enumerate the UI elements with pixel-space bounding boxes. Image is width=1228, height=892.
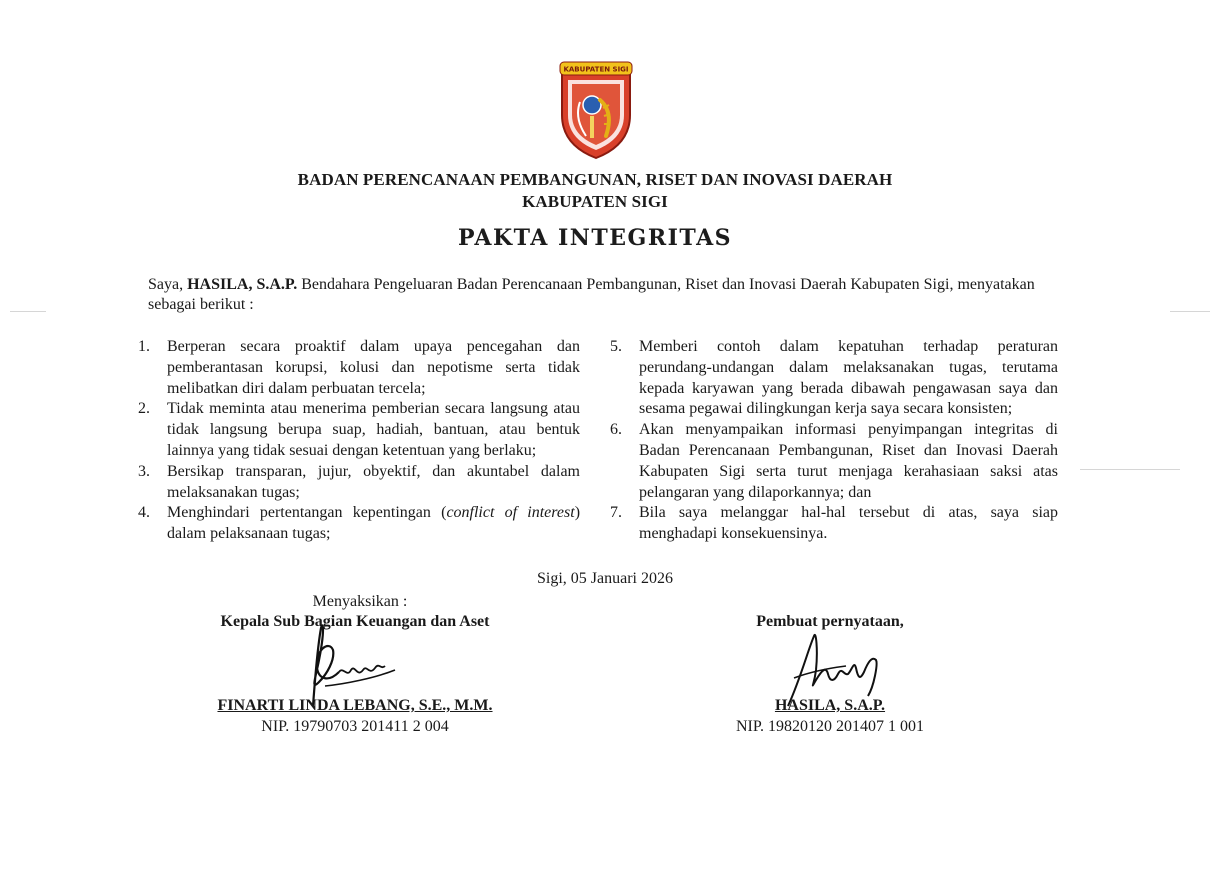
item-text: Memberi contoh dalam kepatuhan terhadap peraturan perundang-undangan dalam melaksanakan tugas, terutama kepada karyawan yang berada dibawah pengawasan saya dan sesama pegawai dilingkungan kerja saya secara konsisten; — [639, 338, 1058, 418]
statements-left-column — [138, 337, 580, 545]
witness-name: FINARTI LINDA LEBANG, S.E., M.M. — [217, 697, 493, 714]
declarant-name-inline: HASILA, S.A.P. — [187, 276, 298, 293]
list-item — [610, 503, 1058, 545]
item-number: 7. — [610, 504, 622, 522]
org-name-line2: KABUPATEN SIGI — [522, 192, 668, 211]
scan-artifact-line — [10, 311, 46, 312]
item-number: 6. — [610, 421, 622, 439]
item-text: Tidak meminta atau menerima pemberian secara langsung atau tidak langsung berupa suap, hadiah, bantuan, atau bentuk lainnya yang tidak sesuai dengan ketentuan yang berlaku; — [167, 400, 580, 459]
item-text: Bila saya melanggar hal-hal tersebut di atas, saya siap menghadapi konsekuensinya. — [639, 504, 1058, 543]
item-text-italic: conflict of interest — [446, 504, 575, 522]
item-text: Berperan secara proaktif dalam upaya pencegahan dan pemberantasan korupsi, kolusi dan nepotisme serta tidak melibatkan diri dalam perbuatan tercela; — [167, 338, 580, 397]
item-number: 3. — [138, 462, 150, 480]
item-number: 1. — [138, 338, 150, 355]
scan-artifact-line — [1170, 311, 1210, 312]
intro-prefix: Saya, — [148, 276, 188, 293]
list-item — [138, 462, 580, 504]
kabupaten-sigi-emblem — [556, 60, 636, 160]
list-item — [138, 337, 580, 399]
org-name-line1: BADAN PERENCANAAN PEMBANGUNAN, RISET DAN INOVASI DAERAH — [297, 170, 893, 189]
intro-rest: Bendahara Pengeluaran Badan Perencanaan Pembangunan, Riset dan Inovasi Daerah Kabupaten Sigi, menyatakan sebagai berikut : — [148, 276, 1035, 313]
document-title: PAKTA INTEGRITAS — [457, 225, 733, 251]
item-number: 5. — [610, 338, 622, 355]
item-text: Menghindari pertentangan kepentingan ( — [167, 504, 447, 522]
scan-artifact-line — [1080, 469, 1180, 470]
witness-nip: NIP. 19790703 201411 2 004 — [261, 718, 449, 735]
declarant-nip: NIP. 19820120 201407 1 001 — [735, 718, 924, 735]
list-item — [610, 420, 1058, 503]
declarant-label: Pembuat pernyataan, — [756, 613, 904, 630]
item-text: ) dalam pelaksanaan tugas; — [167, 504, 581, 543]
item-text: Akan menyampaikan informasi penyimpangan integritas di Badan Perencanaan Pembangunan, Riset dan Inovasi Daerah Kabupaten Sigi serta turut menjaga kerahasiaan saksi atas pelangaran yang dilaporkannya; dan — [639, 421, 1058, 501]
witness-role: Kepala Sub Bagian Keuangan dan Aset — [220, 613, 490, 630]
list-item — [610, 337, 1058, 420]
item-text: Bersikap transparan, jujur, obyektif, dan akuntabel dalam melaksanakan tugas; — [167, 462, 580, 501]
list-item — [138, 503, 580, 545]
svg-text:KABUPATEN SIGI: KABUPATEN SIGI — [563, 65, 629, 74]
item-number: 4. — [138, 504, 150, 522]
list-item — [138, 399, 580, 461]
intro-statement — [148, 275, 1078, 315]
item-number: 2. — [138, 400, 150, 418]
witness-label: Menyaksikan : — [312, 593, 408, 610]
statements-right-column — [610, 337, 1058, 545]
place-date: Sigi, 05 Januari 2026 — [537, 570, 673, 587]
declarant-name: HASILA, S.A.P. — [774, 697, 886, 714]
